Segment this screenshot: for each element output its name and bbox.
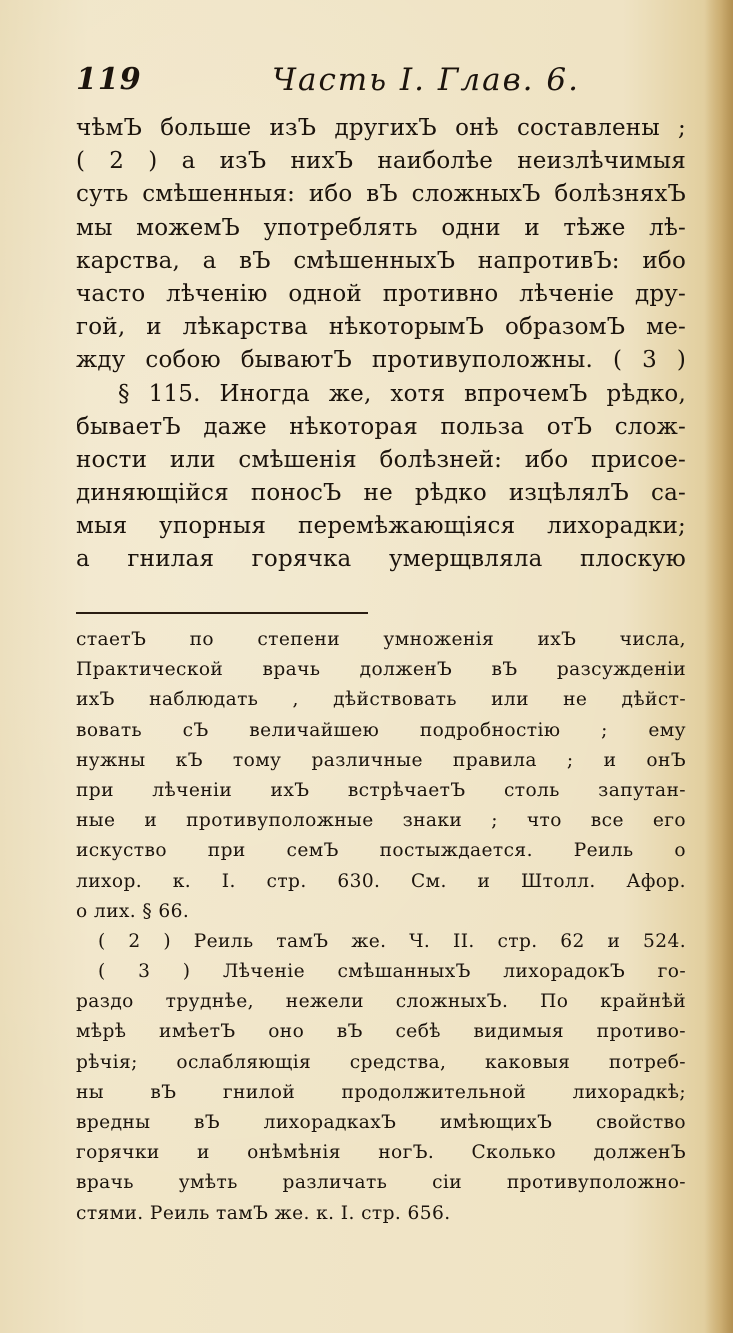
footnote-line: ные и противуположные знаки ; что все его [76,810,686,832]
page-header [76,58,676,106]
footnote-3: ( 3 ) Лѣченіе смѣшанныхЪ лихорадокЪ го- [98,961,686,983]
text-line: бываетЪ даже нѣкоторая польза отЪ слож- [76,413,686,440]
text-line: ( 2 ) а изЪ нихЪ наиболѣе неизлѣчимыя [76,148,686,175]
footnote-line: лихор. к. I. стр. 630. См. и Штолл. Афор. [76,870,686,892]
footnote-line: Практической врачь долженЪ вЪ разсужденіи [76,659,686,681]
footnote-line: стями. Реиль тамЪ же. к. I. стр. 656. [76,1202,451,1224]
footnote-line: врачь умѣть различать сіи противуположно- [76,1172,686,1194]
main-text-block [76,112,686,577]
text-line: мыя упорныя перемѣжающіяся лихорадки; [76,513,686,540]
page-number: 119 [76,62,142,97]
footnote-divider [76,612,368,614]
footnote-line: стаетЪ по степени умноженія ихЪ числа, [76,629,686,650]
paragraph-start-line: § 115. Иногда же, хотя впрочемЪ рѣдко, [118,380,686,407]
footnote-line: искуство при семЪ постыждается. Реиль о [76,840,686,862]
text-line: чѣмЪ больше изЪ другихЪ онѣ составлены ; [76,115,686,141]
footnote-line: ихЪ наблюдать , дѣйствовать или не дѣйст- [76,689,686,711]
page-edge-shadow [705,0,733,1333]
footnote-line: вредны вЪ лихорадкахЪ имѣющихЪ свойство [76,1112,686,1133]
footnote-line: рѣчія; ослабляющія средства, каковыя потреб- [76,1051,686,1073]
text-line: мы можемЪ употреблять одни и тѣже лѣ- [76,214,686,241]
running-title: Часть I. Глав. 6. [272,62,580,98]
text-line: диняющійся поносЪ не рѣдко изцѣлялЪ са- [76,480,686,507]
footnote-2: ( 2 ) Реиль тамЪ же. Ч. II. стр. 62 и 524. [98,930,686,952]
text-line: часто лѣченію одной противно лѣченіе дру- [76,280,686,307]
footnote-line: ны вЪ гнилой продолжительной лихорадкѣ; [76,1081,686,1103]
footnote-line: горячки и онѣмѣнія ногЪ. Сколько долженЪ [76,1142,686,1164]
text-line: а гнилая горячка умерщвляла плоскую [76,546,686,573]
footnote-line: при лѣченіи ихЪ встрѣчаетЪ столь запутан- [76,779,686,801]
text-line: карства, а вЪ смѣшенныхЪ напротивЪ: ибо [76,247,686,274]
footnote-line: о лих. § 66. [76,900,190,922]
text-line: гой, и лѣкарства нѣкоторымЪ образомЪ ме- [76,314,686,341]
footnote-line: нужны кЪ тому различные правила ; и онЪ [76,749,686,771]
text-line: жду собою бываютЪ противуположны. ( 3 ) [76,347,686,374]
footnotes-block [76,625,686,1229]
text-line: ности или смѣшенія болѣзней: ибо присое- [76,446,686,473]
text-line: суть смѣшенныя: ибо вЪ сложныхЪ болѣзняхЪ [76,181,686,208]
footnote-line: вовать сЪ величайшею подробностію ; ему [76,719,686,741]
footnote-line: мѣрѣ имѣетЪ оно вЪ себѣ видимыя противо- [76,1021,686,1043]
footnote-line: раздо труднѣе, нежели сложныхЪ. По крайнѣй [76,991,686,1013]
